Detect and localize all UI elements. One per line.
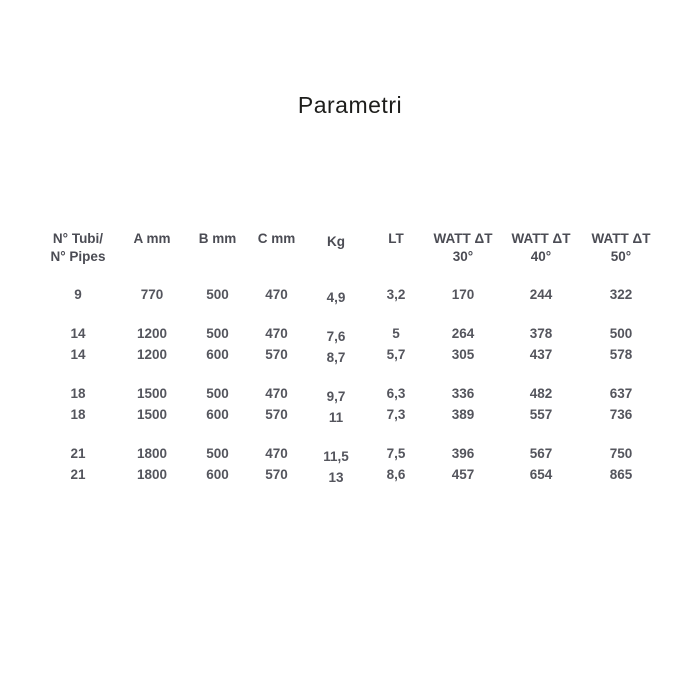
table-cell: 4,9 (326, 290, 346, 305)
table-cell: 570 (265, 407, 288, 422)
table-cell: 470 (265, 386, 288, 401)
column-header-label: LT (388, 231, 404, 246)
table-cell: 11 (328, 410, 344, 425)
table-row (40, 466, 660, 487)
table-cell: 470 (265, 287, 288, 302)
table-cell: 1200 (136, 347, 168, 362)
table-row (40, 325, 660, 346)
column-header-sublabel: N° Pipes (50, 249, 106, 264)
table-cell: 389 (451, 407, 475, 422)
table-cell: 637 (609, 386, 633, 401)
table-row-group (40, 286, 660, 307)
column-header-label: C mm (257, 231, 296, 246)
table-cell: 5,7 (386, 347, 406, 362)
table-row (40, 445, 660, 466)
table-cell: 470 (265, 326, 288, 341)
table-cell: 600 (206, 467, 229, 482)
table-cell: 1800 (136, 446, 168, 461)
table-cell: 470 (265, 446, 288, 461)
table-cell: 8,7 (326, 350, 346, 365)
column-header-label: WATT ΔT (433, 231, 493, 246)
column-header-sublabel: 40° (530, 249, 552, 264)
page-title: Parametri (297, 92, 403, 118)
table-cell: 654 (529, 467, 553, 482)
table-row (40, 286, 660, 307)
column-header-label: A mm (133, 231, 171, 246)
table-header-row (40, 230, 660, 266)
table-row-group (40, 325, 660, 367)
table-cell: 1800 (136, 467, 168, 482)
table-cell: 600 (206, 407, 229, 422)
table-row (40, 406, 660, 427)
table-cell: 7,3 (386, 407, 406, 422)
table-cell: 9 (74, 287, 82, 302)
column-header-sublabel: 50° (610, 249, 632, 264)
column-header (582, 230, 660, 266)
table-cell: 336 (451, 386, 475, 401)
column-header-label: Kg (327, 234, 345, 249)
table-row-group (40, 445, 660, 487)
table-cell: 7,6 (326, 329, 346, 344)
table-cell: 305 (451, 347, 475, 362)
table-cell: 9,7 (326, 389, 346, 404)
column-header (188, 230, 247, 248)
table-cell: 18 (70, 386, 86, 401)
table-body (40, 286, 660, 487)
column-header-label: N° Tubi/ (52, 231, 104, 246)
table-cell: 770 (140, 287, 164, 302)
table-cell: 578 (609, 347, 633, 362)
column-header-label: WATT ΔT (591, 231, 651, 246)
table-cell: 14 (70, 347, 86, 362)
column-header-label: WATT ΔT (511, 231, 571, 246)
table-row (40, 346, 660, 367)
table-cell: 7,5 (386, 446, 406, 461)
table-cell: 11,5 (323, 449, 349, 464)
column-header-sublabel: 30° (452, 249, 474, 264)
table-cell: 244 (529, 287, 553, 302)
column-header (40, 230, 116, 266)
table-cell: 567 (529, 446, 553, 461)
column-header (500, 230, 582, 266)
table-cell: 482 (529, 386, 553, 401)
table-cell: 21 (70, 467, 86, 482)
column-header (366, 230, 426, 248)
table-cell: 21 (70, 446, 86, 461)
table-cell: 600 (206, 347, 229, 362)
column-header (247, 230, 306, 248)
table-cell: 570 (265, 467, 288, 482)
table-cell: 1500 (136, 407, 168, 422)
column-header (306, 230, 366, 251)
column-header (116, 230, 188, 248)
table-cell: 5 (392, 326, 400, 341)
table-cell: 1200 (136, 326, 168, 341)
table-cell: 18 (70, 407, 86, 422)
column-header (426, 230, 500, 266)
table-cell: 170 (451, 287, 475, 302)
table-cell: 750 (609, 446, 633, 461)
table-cell: 437 (529, 347, 553, 362)
table-cell: 457 (451, 467, 475, 482)
table-cell: 264 (451, 326, 475, 341)
table-cell: 322 (609, 287, 633, 302)
table-cell: 3,2 (386, 287, 406, 302)
table-cell: 6,3 (386, 386, 406, 401)
table-cell: 865 (609, 467, 633, 482)
table-cell: 500 (206, 386, 229, 401)
table-cell: 396 (451, 446, 475, 461)
table-cell: 8,6 (386, 467, 406, 482)
table-cell: 14 (70, 326, 86, 341)
table-cell: 500 (206, 446, 229, 461)
spec-table (40, 230, 660, 505)
table-cell: 736 (609, 407, 633, 422)
table-row (40, 385, 660, 406)
table-row-group (40, 385, 660, 427)
table-cell: 500 (609, 326, 633, 341)
table-cell: 1500 (136, 386, 168, 401)
table-cell: 570 (265, 347, 288, 362)
table-cell: 500 (206, 287, 229, 302)
table-cell: 500 (206, 326, 229, 341)
table-cell: 557 (529, 407, 553, 422)
table-cell: 378 (529, 326, 553, 341)
column-header-label: B mm (198, 231, 237, 246)
table-cell: 13 (328, 470, 344, 485)
